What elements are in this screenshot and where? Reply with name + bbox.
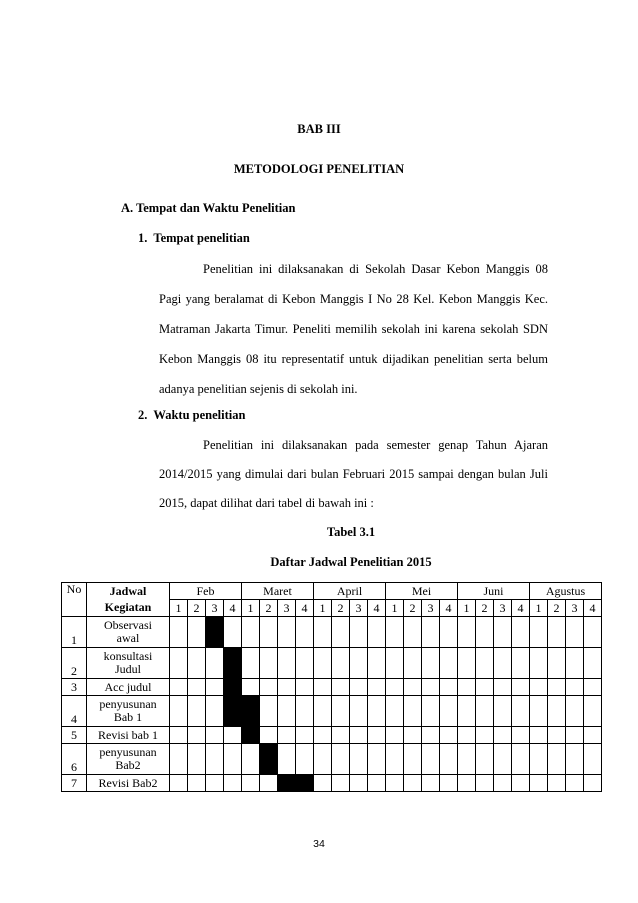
week-cell bbox=[548, 775, 566, 792]
week-cell bbox=[422, 679, 440, 696]
header-month: Feb bbox=[170, 583, 242, 600]
header-week: 4 bbox=[584, 600, 602, 617]
week-cell bbox=[584, 696, 602, 727]
week-cell bbox=[278, 648, 296, 679]
header-month: Mei bbox=[386, 583, 458, 600]
paragraph1-line: adanya penelitian sejenis di sekolah ini. bbox=[159, 382, 358, 396]
week-cell bbox=[422, 744, 440, 775]
week-cell bbox=[386, 648, 404, 679]
week-cell bbox=[530, 696, 548, 727]
week-cell bbox=[530, 744, 548, 775]
week-cell bbox=[548, 727, 566, 744]
week-cell bbox=[530, 648, 548, 679]
week-cell bbox=[260, 727, 278, 744]
week-cell bbox=[476, 617, 494, 648]
header-week: 1 bbox=[242, 600, 260, 617]
table-row bbox=[62, 744, 602, 775]
week-cell bbox=[224, 648, 242, 679]
week-cell bbox=[260, 744, 278, 775]
week-cell bbox=[224, 679, 242, 696]
row-number: 5 bbox=[62, 727, 87, 744]
header-week: 2 bbox=[188, 600, 206, 617]
week-cell bbox=[566, 775, 584, 792]
week-cell bbox=[242, 727, 260, 744]
week-cell bbox=[404, 775, 422, 792]
row-number: 1 bbox=[62, 617, 87, 648]
header-week: 2 bbox=[260, 600, 278, 617]
week-cell bbox=[260, 648, 278, 679]
week-cell bbox=[332, 744, 350, 775]
week-cell bbox=[566, 696, 584, 727]
paragraph2-line: Penelitian ini dilaksanakan pada semester genap Tahun Ajaran bbox=[203, 438, 548, 452]
week-cell bbox=[584, 744, 602, 775]
header-week: 3 bbox=[206, 600, 224, 617]
week-cell bbox=[314, 696, 332, 727]
week-cell bbox=[278, 617, 296, 648]
week-cell bbox=[440, 775, 458, 792]
header-week: 2 bbox=[404, 600, 422, 617]
week-cell bbox=[512, 696, 530, 727]
week-cell bbox=[332, 617, 350, 648]
week-cell bbox=[350, 617, 368, 648]
week-cell bbox=[494, 775, 512, 792]
table-row bbox=[62, 696, 602, 727]
week-cell bbox=[314, 617, 332, 648]
week-cell bbox=[278, 744, 296, 775]
week-cell bbox=[512, 648, 530, 679]
subsection2-label: 2. bbox=[138, 408, 148, 422]
week-cell bbox=[530, 775, 548, 792]
header-month: Agustus bbox=[530, 583, 602, 600]
week-cell bbox=[476, 696, 494, 727]
week-cell bbox=[512, 679, 530, 696]
chapter-number: BAB III bbox=[297, 122, 341, 136]
table-caption: Tabel 3.1 bbox=[326, 525, 376, 539]
week-cell bbox=[296, 679, 314, 696]
week-cell bbox=[386, 775, 404, 792]
week-cell bbox=[296, 696, 314, 727]
week-cell bbox=[242, 744, 260, 775]
row-activity bbox=[87, 648, 170, 679]
subsection1-heading bbox=[138, 231, 250, 246]
header-week: 4 bbox=[440, 600, 458, 617]
week-cell bbox=[368, 648, 386, 679]
table-row bbox=[62, 679, 602, 696]
week-cell bbox=[332, 775, 350, 792]
week-cell bbox=[224, 727, 242, 744]
week-cell bbox=[188, 727, 206, 744]
week-cell bbox=[242, 648, 260, 679]
row-activity bbox=[87, 775, 170, 792]
week-cell bbox=[170, 617, 188, 648]
row-number: 3 bbox=[62, 679, 87, 696]
week-cell bbox=[350, 727, 368, 744]
week-cell bbox=[170, 679, 188, 696]
week-cell bbox=[440, 617, 458, 648]
week-cell bbox=[440, 696, 458, 727]
row-number: 4 bbox=[62, 696, 87, 727]
week-cell bbox=[314, 648, 332, 679]
week-cell bbox=[494, 744, 512, 775]
row-activity bbox=[87, 617, 170, 648]
week-cell bbox=[386, 696, 404, 727]
week-cell bbox=[584, 679, 602, 696]
section-title: Tempat dan Waktu Penelitian bbox=[136, 201, 296, 215]
week-cell bbox=[368, 727, 386, 744]
header-week: 4 bbox=[224, 600, 242, 617]
week-cell bbox=[278, 727, 296, 744]
week-cell bbox=[224, 617, 242, 648]
week-cell bbox=[206, 696, 224, 727]
paragraph2-line: 2015, dapat dilihat dari tabel di bawah ini : bbox=[159, 496, 374, 510]
week-cell bbox=[422, 648, 440, 679]
week-cell bbox=[548, 696, 566, 727]
week-cell bbox=[458, 727, 476, 744]
week-cell bbox=[512, 727, 530, 744]
week-cell bbox=[188, 696, 206, 727]
week-cell bbox=[584, 617, 602, 648]
week-cell bbox=[170, 744, 188, 775]
header-month: Juni bbox=[458, 583, 530, 600]
row-activity-line2: awal bbox=[116, 631, 140, 645]
header-week: 1 bbox=[170, 600, 188, 617]
week-cell bbox=[530, 617, 548, 648]
section-label: A. bbox=[121, 201, 134, 215]
week-cell bbox=[170, 648, 188, 679]
row-activity bbox=[87, 744, 170, 775]
row-activity-line2: Bab2 bbox=[115, 758, 141, 772]
week-cell bbox=[206, 775, 224, 792]
header-month: Maret bbox=[242, 583, 314, 600]
week-cell bbox=[170, 727, 188, 744]
section-heading bbox=[121, 201, 295, 216]
week-cell bbox=[350, 696, 368, 727]
header-activity-line2: Kegiatan bbox=[87, 600, 170, 617]
table-row bbox=[62, 648, 602, 679]
week-cell bbox=[548, 679, 566, 696]
row-activity-line1: penyusunan bbox=[99, 745, 157, 759]
row-activity-line1: Revisi bab 1 bbox=[98, 727, 158, 742]
chapter-title: METODOLOGI PENELITIAN bbox=[233, 162, 405, 176]
week-cell bbox=[512, 617, 530, 648]
week-cell bbox=[332, 696, 350, 727]
week-cell bbox=[224, 744, 242, 775]
week-cell bbox=[458, 617, 476, 648]
week-cell bbox=[530, 727, 548, 744]
week-cell bbox=[260, 617, 278, 648]
week-cell bbox=[404, 696, 422, 727]
header-week: 1 bbox=[458, 600, 476, 617]
subsection2-heading bbox=[138, 408, 245, 423]
row-activity bbox=[87, 679, 170, 696]
week-cell bbox=[188, 775, 206, 792]
header-week: 3 bbox=[422, 600, 440, 617]
week-cell bbox=[386, 744, 404, 775]
week-cell bbox=[188, 648, 206, 679]
paragraph1-line: Matraman Jakarta Timur. Peneliti memilih sekolah ini karena sekolah SDN bbox=[159, 322, 548, 336]
paragraph1-line: Pagi yang beralamat di Kebon Manggis I No 28 Kel. Kebon Manggis Kec. bbox=[159, 292, 548, 306]
week-cell bbox=[566, 744, 584, 775]
week-cell bbox=[206, 617, 224, 648]
table-row bbox=[62, 617, 602, 648]
week-cell bbox=[548, 648, 566, 679]
week-cell bbox=[296, 775, 314, 792]
week-cell bbox=[350, 744, 368, 775]
week-cell bbox=[350, 648, 368, 679]
week-cell bbox=[260, 775, 278, 792]
week-cell bbox=[422, 617, 440, 648]
week-cell bbox=[278, 679, 296, 696]
week-cell bbox=[314, 744, 332, 775]
week-cell bbox=[188, 744, 206, 775]
week-cell bbox=[584, 775, 602, 792]
row-number: 7 bbox=[62, 775, 87, 792]
week-cell bbox=[278, 775, 296, 792]
week-cell bbox=[386, 617, 404, 648]
week-cell bbox=[242, 775, 260, 792]
week-cell bbox=[242, 679, 260, 696]
week-cell bbox=[368, 775, 386, 792]
week-cell bbox=[422, 775, 440, 792]
week-cell bbox=[170, 696, 188, 727]
week-cell bbox=[314, 727, 332, 744]
week-cell bbox=[584, 648, 602, 679]
week-cell bbox=[404, 617, 422, 648]
subsection2-title: Waktu penelitian bbox=[153, 408, 246, 422]
row-number: 6 bbox=[62, 744, 87, 775]
header-week: 4 bbox=[368, 600, 386, 617]
header-week: 1 bbox=[314, 600, 332, 617]
week-cell bbox=[458, 696, 476, 727]
row-activity-line1: Acc judul bbox=[104, 679, 152, 694]
row-activity-line2: Bab 1 bbox=[113, 710, 143, 724]
week-cell bbox=[386, 727, 404, 744]
subsection1-title: Tempat penelitian bbox=[153, 231, 250, 245]
header-activity-line1: Jadwal bbox=[87, 583, 170, 600]
row-activity-line1: penyusunan bbox=[99, 697, 157, 711]
week-cell bbox=[404, 679, 422, 696]
week-cell bbox=[476, 648, 494, 679]
paragraph2-line: 2014/2015 yang dimulai dari bulan Februari 2015 sampai dengan bulan Juli bbox=[159, 467, 548, 481]
header-week: 4 bbox=[296, 600, 314, 617]
week-cell bbox=[242, 617, 260, 648]
week-cell bbox=[494, 617, 512, 648]
week-cell bbox=[188, 679, 206, 696]
week-cell bbox=[566, 679, 584, 696]
week-cell bbox=[404, 744, 422, 775]
week-cell bbox=[530, 679, 548, 696]
week-cell bbox=[458, 648, 476, 679]
header-week: 4 bbox=[512, 600, 530, 617]
schedule-table bbox=[61, 582, 602, 792]
week-cell bbox=[458, 744, 476, 775]
header-week: 3 bbox=[494, 600, 512, 617]
header-no: No bbox=[62, 583, 87, 617]
week-cell bbox=[206, 727, 224, 744]
week-cell bbox=[494, 679, 512, 696]
subsection1-label: 1. bbox=[138, 231, 148, 245]
week-cell bbox=[476, 744, 494, 775]
week-cell bbox=[206, 648, 224, 679]
week-cell bbox=[206, 744, 224, 775]
table-row bbox=[62, 775, 602, 792]
table-row bbox=[62, 727, 602, 744]
week-cell bbox=[224, 775, 242, 792]
paragraph1-line: Kebon Manggis 08 itu representatif untuk dijadikan penelitian serta belum bbox=[159, 352, 548, 366]
week-cell bbox=[404, 727, 422, 744]
week-cell bbox=[548, 744, 566, 775]
week-cell bbox=[278, 696, 296, 727]
week-cell bbox=[368, 744, 386, 775]
week-cell bbox=[296, 648, 314, 679]
week-cell bbox=[188, 617, 206, 648]
header-week: 1 bbox=[530, 600, 548, 617]
header-week: 3 bbox=[278, 600, 296, 617]
week-cell bbox=[314, 679, 332, 696]
row-activity-line1: Revisi Bab2 bbox=[98, 775, 158, 790]
week-cell bbox=[494, 648, 512, 679]
week-cell bbox=[332, 648, 350, 679]
week-cell bbox=[386, 679, 404, 696]
week-cell bbox=[422, 696, 440, 727]
header-week: 2 bbox=[332, 600, 350, 617]
week-cell bbox=[494, 727, 512, 744]
week-cell bbox=[296, 617, 314, 648]
week-cell bbox=[512, 744, 530, 775]
week-cell bbox=[566, 617, 584, 648]
week-cell bbox=[476, 775, 494, 792]
row-activity-line1: Observasi bbox=[104, 618, 152, 632]
header-week: 3 bbox=[566, 600, 584, 617]
page-number: 34 bbox=[313, 838, 325, 850]
row-activity bbox=[87, 727, 170, 744]
week-cell bbox=[296, 744, 314, 775]
week-cell bbox=[440, 727, 458, 744]
week-cell bbox=[566, 648, 584, 679]
week-cell bbox=[314, 775, 332, 792]
paragraph1-line: Penelitian ini dilaksanakan di Sekolah Dasar Kebon Manggis 08 bbox=[203, 262, 548, 276]
week-cell bbox=[206, 679, 224, 696]
week-cell bbox=[296, 727, 314, 744]
header-row-weeks bbox=[62, 600, 602, 617]
week-cell bbox=[404, 648, 422, 679]
week-cell bbox=[368, 617, 386, 648]
row-activity-line1: konsultasi bbox=[103, 649, 153, 663]
week-cell bbox=[458, 679, 476, 696]
week-cell bbox=[368, 696, 386, 727]
header-week: 2 bbox=[476, 600, 494, 617]
header-week: 1 bbox=[386, 600, 404, 617]
week-cell bbox=[368, 679, 386, 696]
week-cell bbox=[422, 727, 440, 744]
header-row-months bbox=[62, 583, 602, 600]
week-cell bbox=[332, 679, 350, 696]
week-cell bbox=[440, 744, 458, 775]
row-activity bbox=[87, 696, 170, 727]
week-cell bbox=[440, 679, 458, 696]
week-cell bbox=[476, 679, 494, 696]
week-cell bbox=[566, 727, 584, 744]
week-cell bbox=[494, 696, 512, 727]
row-activity-line2: Judul bbox=[114, 662, 141, 676]
week-cell bbox=[242, 696, 260, 727]
header-week: 2 bbox=[548, 600, 566, 617]
week-cell bbox=[332, 727, 350, 744]
week-cell bbox=[458, 775, 476, 792]
week-cell bbox=[350, 775, 368, 792]
week-cell bbox=[440, 648, 458, 679]
week-cell bbox=[350, 679, 368, 696]
week-cell bbox=[260, 679, 278, 696]
week-cell bbox=[548, 617, 566, 648]
week-cell bbox=[170, 775, 188, 792]
table-title: Daftar Jadwal Penelitian 2015 bbox=[270, 555, 432, 569]
week-cell bbox=[584, 727, 602, 744]
week-cell bbox=[224, 696, 242, 727]
week-cell bbox=[476, 727, 494, 744]
week-cell bbox=[260, 696, 278, 727]
header-month: April bbox=[314, 583, 386, 600]
header-week: 3 bbox=[350, 600, 368, 617]
row-number: 2 bbox=[62, 648, 87, 679]
week-cell bbox=[512, 775, 530, 792]
